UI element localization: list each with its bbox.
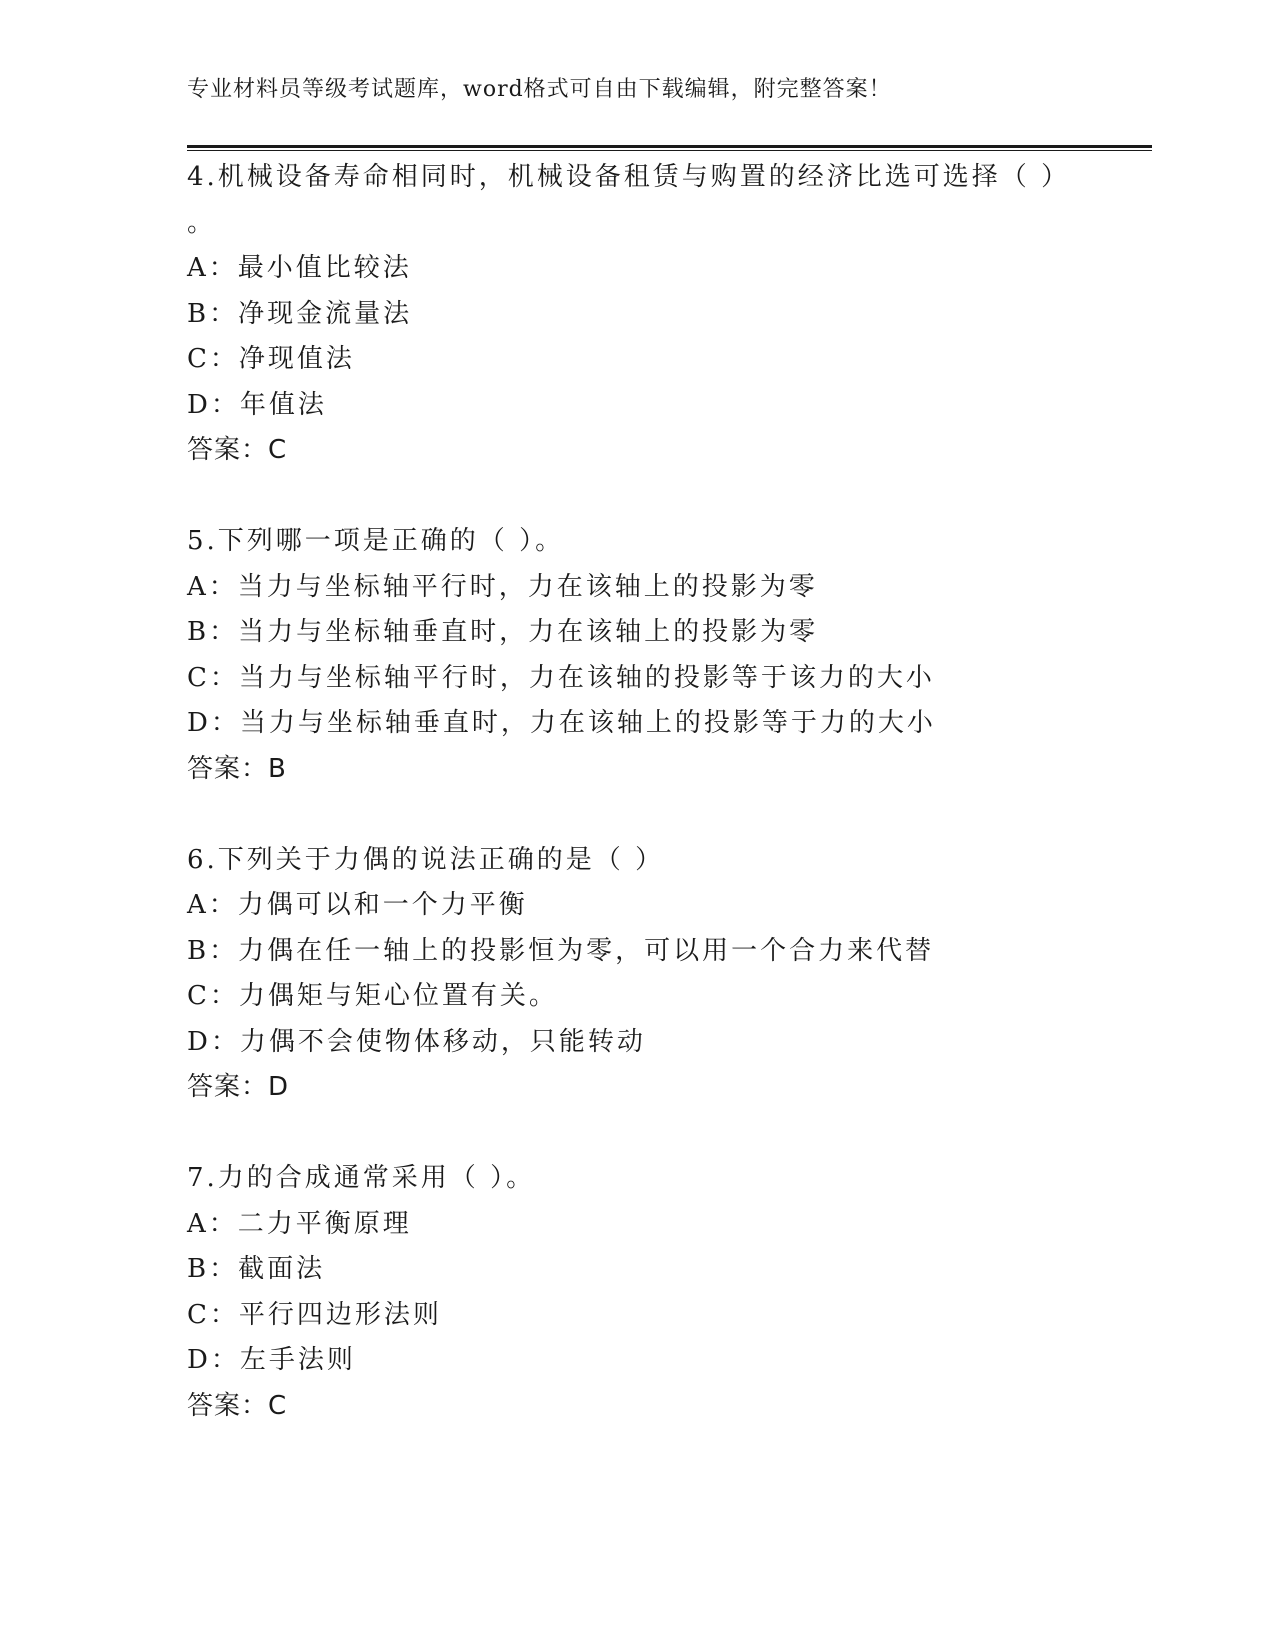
option-b: B：力偶在任一轴上的投影恒为零，可以用一个合力来代替: [187, 935, 935, 966]
question-stem: 5.下列哪一项是正确的（ ）。: [187, 526, 565, 556]
option-d: D：年值法: [187, 389, 327, 420]
question-6: [187, 838, 1152, 1111]
option-c: C：力偶矩与矩心位置有关。: [187, 981, 558, 1011]
question-5: [187, 519, 1152, 792]
option-a: A：力偶可以和一个力平衡: [187, 890, 528, 920]
question-stem-continuation: 。: [187, 207, 217, 238]
option-c: C：平行四边形法则: [187, 1299, 442, 1330]
option-c: C：当力与坐标轴平行时，力在该轴的投影等于该力的大小: [187, 662, 935, 693]
question-stem: 4.机械设备寿命相同时，机械设备租赁与购置的经济比选可选择（ ）: [187, 162, 1071, 192]
answer-line: 答案：D: [187, 1072, 290, 1102]
question-list: [187, 155, 1152, 1429]
option-b: B：当力与坐标轴垂直时，力在该轴上的投影为零: [187, 617, 819, 647]
answer-line: 答案：B: [187, 753, 287, 784]
question-4: [187, 155, 1152, 474]
spacer: [187, 792, 1152, 838]
question-stem: 7.力的合成通常采用（ ）。: [187, 1163, 536, 1193]
answer-line: 答案：C: [187, 1390, 288, 1421]
option-a: A：最小值比较法: [187, 253, 412, 283]
page-header: 专业材料员等级考试题库，word格式可自由下载编辑，附完整答案！: [187, 77, 892, 102]
spacer: [187, 1111, 1152, 1157]
option-a: A：二力平衡原理: [187, 1208, 412, 1239]
option-d: D：力偶不会使物体移动，只能转动: [187, 1026, 646, 1057]
header-divider-thin: [187, 150, 1152, 151]
header-divider-thick: [187, 145, 1152, 148]
option-b: B：净现金流量法: [187, 298, 413, 329]
option-d: D：当力与坐标轴垂直时，力在该轴上的投影等于力的大小: [187, 708, 936, 738]
option-a: A：当力与坐标轴平行时，力在该轴上的投影为零: [187, 571, 818, 602]
answer-line: 答案：C: [187, 435, 288, 465]
spacer: [187, 474, 1152, 520]
option-b: B：截面法: [187, 1254, 326, 1284]
option-c: C：净现值法: [187, 344, 355, 374]
option-d: D：左手法则: [187, 1345, 356, 1375]
question-stem: 6.下列关于力偶的说法正确的是（ ）: [187, 844, 665, 875]
question-7: [187, 1156, 1152, 1429]
